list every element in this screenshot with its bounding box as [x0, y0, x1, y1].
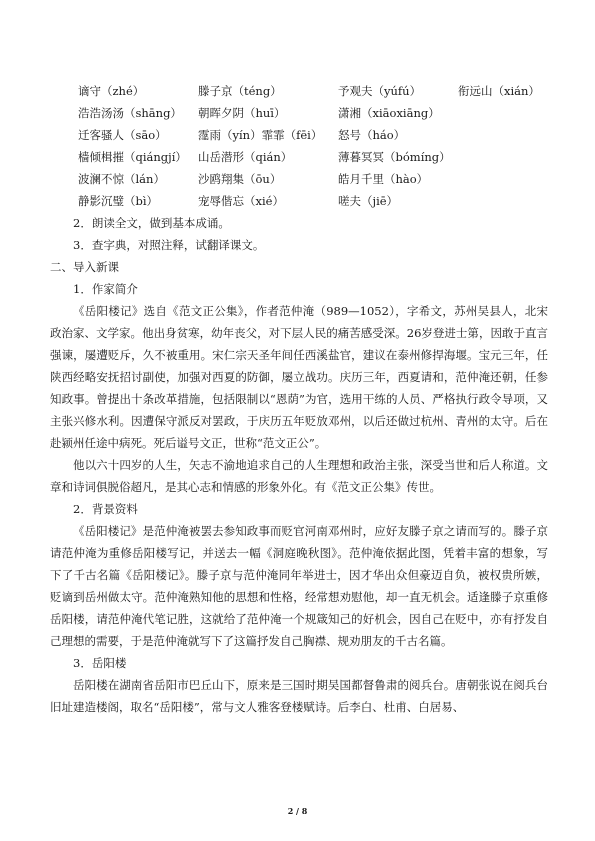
vocab-item: 静影沉璧（bì） — [78, 194, 159, 208]
vocab-item: 衔远山（xián） — [458, 84, 540, 98]
vocab-item: 滕子京（téng） — [198, 84, 282, 98]
vocab-item: 怒号（háo） — [338, 128, 406, 142]
vocab-item: 予观夫（yúfú） — [338, 84, 422, 98]
vocab-item: 朝晖夕阴（huī） — [198, 106, 286, 120]
paragraph: 2．朗读全文，做到基本成诵。 — [73, 216, 230, 230]
section-heading: 二、导入新课 — [50, 260, 119, 274]
paragraph: 3．岳阳楼 — [73, 656, 127, 670]
vocab-item: 宠辱偕忘（xié） — [198, 194, 284, 208]
paragraph: 他以六十四岁的人生，矢志不渝地追求自己的人生理想和政治主张，深受当世和后人称道。文章和诗词俱脱俗超凡，是其心志和情感的形象外化。有《范文正公集》传世。 — [50, 458, 548, 494]
paragraph: 《岳阳楼记》是范仲淹被罢去参知政事而贬官河南邓州时，应好友滕子京之请而写的。滕子京请范仲淹为重修岳阳楼写记，并送去一幅《洞庭晚秋图》。范仲淹依据此图，凭着丰富的想象，写下了千古名篇《岳阳楼记》。滕子京与范仲淹同年举进士，因才华出众但豪迈自负，被权贵所嫉，贬谪到岳州做太守。范仲淹熟知他的思想和性格，经常想劝慰他，却一直无机会。适逢滕子京重修岳阳楼，请范仲淹代笔记胜，这就给了范仲淹一个规箴知己的好机会，因自己在贬中，亦有抒发自己理想的需要，于是范仲淹就写下了这篇抒发自己胸襟、规劝朋友的千古名篇。 — [50, 524, 548, 648]
vocab-item: 山岳潜形（qián） — [198, 150, 293, 164]
vocab-row — [78, 190, 548, 212]
vocab-item: 沙鸥翔集（ōu） — [198, 172, 282, 186]
paragraph: 2．背景资料 — [73, 502, 138, 516]
vocab-item: 潇湘（xiāoxiāng） — [338, 106, 440, 120]
body-text — [50, 212, 548, 718]
vocab-item: 樯倾楫摧（qiángjí） — [78, 150, 187, 164]
vocab-item: 迁客骚人（sāo） — [78, 128, 167, 142]
vocab-item: 霪雨（yín）霏霏（fēi） — [198, 128, 323, 142]
page-number: 2 / 8 — [287, 806, 308, 816]
vocab-row — [78, 146, 548, 168]
paragraph: 岳阳楼在湖南省岳阳市巴丘山下，原来是三国时期吴国都督鲁肃的阅兵台。唐朝张说在阅兵台旧址建造楼阁，取名“岳阳楼”，常与文人雅客登楼赋诗。后李白、杜甫、白居易、 — [50, 678, 548, 714]
vocabulary-pronunciation-list — [78, 80, 548, 212]
vocab-row — [78, 102, 548, 124]
paragraph: 3．查字典，对照注释，试翻译课文。 — [73, 238, 265, 252]
vocab-item: 嗟夫（jiē） — [338, 194, 399, 208]
vocab-item: 薄暮冥冥（bómíng） — [338, 150, 451, 164]
vocab-item: 波澜不惊（lán） — [78, 172, 165, 186]
vocab-row — [78, 168, 548, 190]
vocab-row — [78, 124, 548, 146]
vocab-row — [78, 80, 548, 102]
paragraph: 《岳阳楼记》选自《范文正公集》，作者范仲淹（989—1052），字希文，苏州吴县人，北宋政治家、文学家。他出身贫寒，幼年丧父，对下层人民的痛苦感受深。26岁登进士第，因敢于直言强谏，屡遭贬斥，久不被重用。宋仁宗天圣年间任西溪盐官，建议在泰州修捍海堰。宝元三年，任陕西经略安抚招讨副使，加强对西夏的防御，屡立战功。庆历三年，西夏请和，范仲淹还朝，任参知政事。曾提出十条改革措施，包括限制以“恩荫”为官，选用干练的人员、严格执行政令导项，又主张兴修水利。因遭保守派反对罢政，于庆历五年贬放邓州，以后还做过杭州、青州的太守。后在赴颍州任途中病死。死后谥号文正，世称“范文正公”。 — [50, 304, 548, 450]
vocab-item: 谪守（zhé） — [78, 84, 145, 98]
paragraph: 1．作家简介 — [73, 282, 138, 296]
vocab-item: 皓月千里（hào） — [338, 172, 429, 186]
vocab-item: 浩浩汤汤（shāng） — [78, 106, 182, 120]
